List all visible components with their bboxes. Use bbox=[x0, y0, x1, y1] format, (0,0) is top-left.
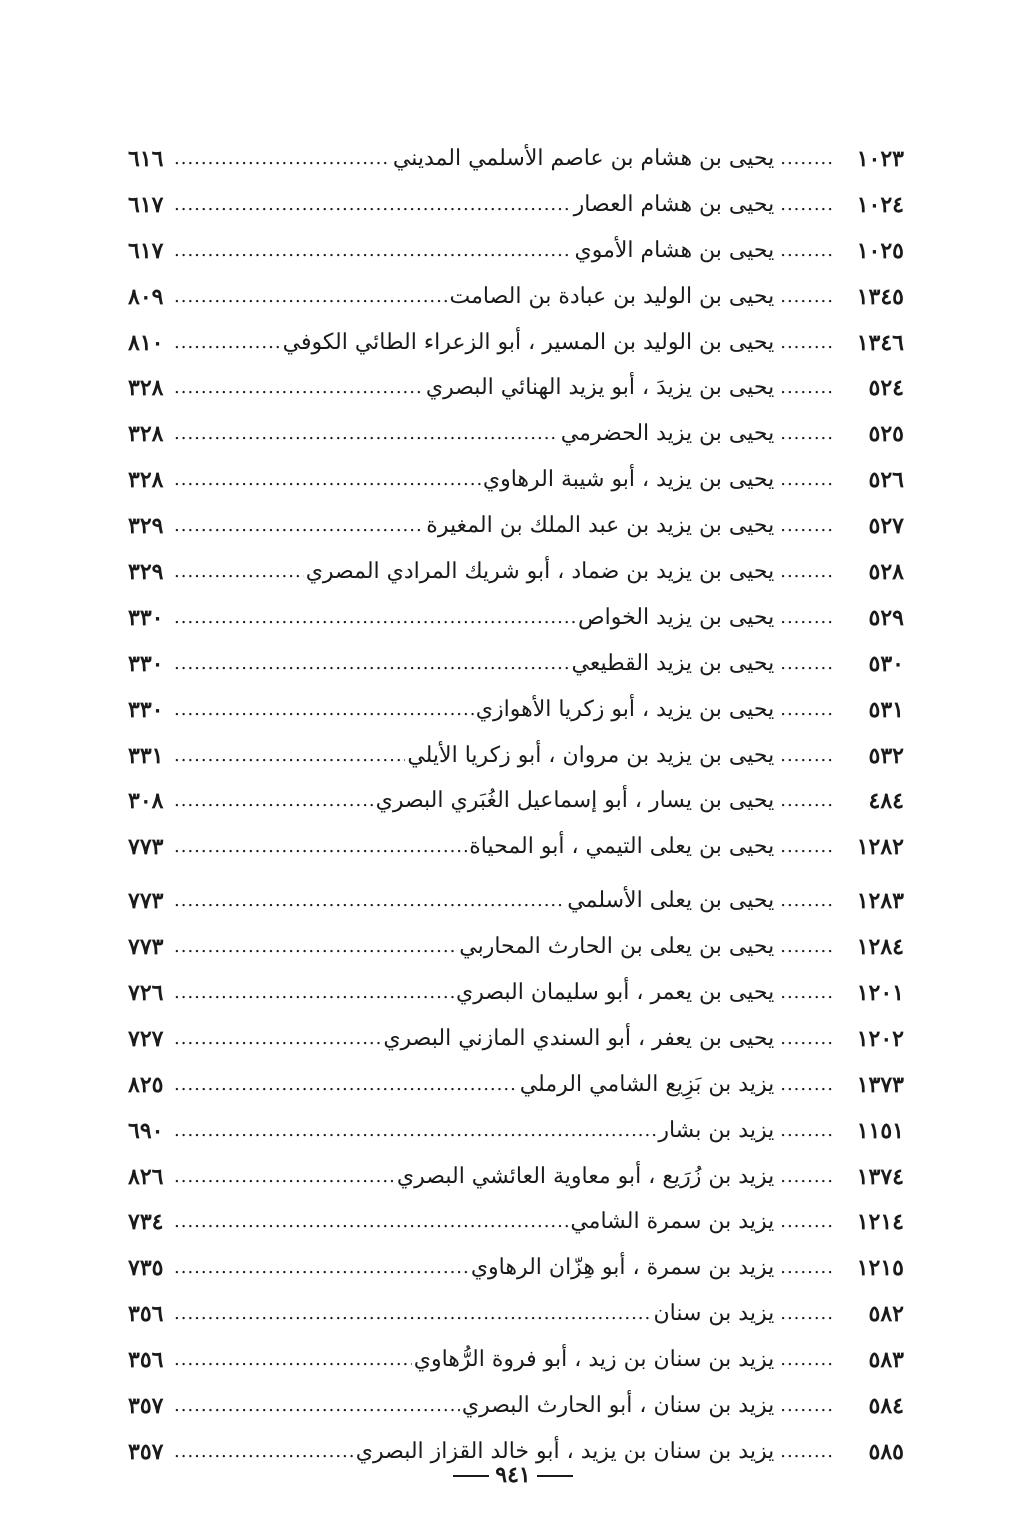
index-entry bbox=[128, 595, 908, 641]
dot-leader bbox=[174, 655, 570, 673]
leader-dots: ........ bbox=[780, 790, 834, 812]
entry-name: يحيى بن يزيد الحضرمي bbox=[560, 421, 775, 447]
entry-number: ٥٣٢ bbox=[868, 742, 904, 769]
entry-number: ٥٨٥ bbox=[868, 1438, 904, 1465]
entry-name: يحيى بن يزيد ، أبو زكريا الأهوازي bbox=[475, 696, 775, 722]
leader-dots: ........ bbox=[780, 469, 834, 491]
dot-leader bbox=[174, 1397, 460, 1415]
index-entry bbox=[128, 411, 908, 457]
index-entry bbox=[128, 1337, 908, 1383]
entry-name: يحيى بن يزيد بن عبد الملك بن المغيرة bbox=[426, 513, 775, 539]
dot-leader bbox=[174, 334, 281, 352]
dot-leader bbox=[174, 1351, 412, 1369]
index-entry bbox=[128, 687, 908, 733]
index-entry bbox=[128, 641, 908, 687]
page-reference: ٦١٦ bbox=[128, 145, 164, 172]
page-reference: ٣٥٦ bbox=[128, 1347, 164, 1374]
entry-name: يزيد بن سنان بن يزيد ، أبو خالد القزاز البصري bbox=[355, 1438, 775, 1464]
entry-name: يحيى بن هشام الأموي bbox=[574, 237, 775, 263]
entry-name: يزيد بن سنان ، أبو الحارث البصري bbox=[461, 1392, 775, 1418]
leader-dots: ........ bbox=[780, 1303, 834, 1325]
entry-number: ١٠٢٤ bbox=[856, 191, 904, 218]
page-reference: ٦٩٠ bbox=[128, 1117, 164, 1144]
leader-dots: ........ bbox=[780, 1211, 834, 1233]
page-reference: ٣٢٨ bbox=[128, 421, 164, 448]
entry-name: يزيد بن سنان bbox=[653, 1301, 775, 1327]
leader-dots: ........ bbox=[780, 1440, 834, 1462]
dot-leader bbox=[174, 288, 448, 306]
leader-dots: ........ bbox=[780, 1073, 834, 1095]
leader-dots: ........ bbox=[780, 147, 834, 169]
page-reference: ٣٣٠ bbox=[128, 650, 164, 677]
page-footer bbox=[0, 1462, 1026, 1488]
entry-number: ٥٨٤ bbox=[868, 1392, 904, 1419]
index-entry bbox=[128, 457, 908, 503]
leader-dots: ........ bbox=[780, 652, 834, 674]
leader-dots: ........ bbox=[780, 1257, 834, 1279]
page-reference: ٧٢٦ bbox=[128, 979, 164, 1006]
dot-leader bbox=[174, 196, 572, 214]
page-reference: ٨٠٩ bbox=[128, 283, 164, 310]
entry-name: يحيى بن الوليد بن المسير ، أبو الزعراء الطائي الكوفي bbox=[282, 329, 775, 355]
entry-name: يحيى بن يعفر ، أبو السندي المازني البصري bbox=[383, 1025, 775, 1051]
index-entry bbox=[128, 274, 908, 320]
entry-number: ٥٨٣ bbox=[868, 1347, 904, 1374]
index-entry bbox=[128, 1154, 908, 1200]
leader-dots: ........ bbox=[780, 285, 834, 307]
entry-number: ٥٨٢ bbox=[868, 1301, 904, 1328]
dot-leader bbox=[174, 1030, 381, 1048]
entry-number: ٥٢٧ bbox=[868, 513, 904, 540]
page-reference: ٣٢٨ bbox=[128, 467, 164, 494]
entry-number: ٥٢٨ bbox=[868, 558, 904, 585]
leader-dots: ........ bbox=[780, 239, 834, 261]
index-entry bbox=[128, 549, 908, 595]
page-reference: ٣٥٧ bbox=[128, 1392, 164, 1419]
index-entry bbox=[128, 1016, 908, 1062]
dot-leader bbox=[174, 701, 474, 719]
page-reference: ٧٣٥ bbox=[128, 1255, 164, 1282]
entry-number: ٥٢٩ bbox=[868, 604, 904, 631]
page-reference: ٦١٧ bbox=[128, 237, 164, 264]
dot-leader bbox=[174, 1305, 651, 1323]
entry-number: ١٢٠٢ bbox=[856, 1025, 904, 1052]
dot-leader bbox=[174, 1076, 518, 1094]
entry-name: يحيى بن يعمر ، أبو سليمان البصري bbox=[455, 979, 775, 1005]
entry-number: ١٠٢٥ bbox=[856, 237, 904, 264]
entry-name: يزيد بن بَزِيع الشامي الرملي bbox=[519, 1071, 775, 1097]
leader-dots: ........ bbox=[780, 1394, 834, 1416]
dot-leader bbox=[174, 471, 481, 489]
dot-leader bbox=[174, 517, 424, 535]
entry-name: يزيد بن سنان بن زيد ، أبو فروة الرُّهاوي bbox=[413, 1347, 775, 1373]
leader-dots: ........ bbox=[780, 744, 834, 766]
leader-dots: ........ bbox=[780, 1349, 834, 1371]
index-entry bbox=[128, 136, 908, 182]
entry-number: ١٢٨٣ bbox=[856, 888, 904, 915]
entry-number: ٥٣١ bbox=[868, 696, 904, 723]
entry-name: يزيد بن بشار bbox=[658, 1117, 775, 1143]
leader-dots: ........ bbox=[780, 698, 834, 720]
leader-dots: ........ bbox=[780, 1165, 834, 1187]
leader-dots: ........ bbox=[780, 836, 834, 858]
entry-name: يزيد بن سمرة الشامي bbox=[570, 1209, 775, 1235]
dot-leader bbox=[174, 379, 424, 397]
entry-name: يحيى بن هشام العصار bbox=[573, 191, 775, 217]
page-reference: ٨٢٦ bbox=[128, 1163, 164, 1190]
page-number: ٩٤١ bbox=[495, 1462, 531, 1488]
dot-leader bbox=[174, 892, 565, 910]
leader-dots: ........ bbox=[780, 193, 834, 215]
leader-dots: ........ bbox=[780, 890, 834, 912]
entry-name: يحيى بن يعلى التيمي ، أبو المحياة bbox=[469, 834, 775, 860]
page-reference: ٣٥٧ bbox=[128, 1438, 164, 1465]
dot-leader bbox=[174, 242, 572, 260]
leader-dots: ........ bbox=[780, 515, 834, 537]
page-reference: ٣٢٩ bbox=[128, 558, 164, 585]
entry-name: يحيى بن يسار ، أبو إسماعيل الغُبَري البصري bbox=[375, 788, 775, 814]
entry-number: ١١٥١ bbox=[856, 1117, 904, 1144]
page-reference: ٣٠٨ bbox=[128, 788, 164, 815]
dot-leader bbox=[174, 1443, 354, 1461]
dot-leader bbox=[174, 150, 391, 168]
dot-leader bbox=[174, 1168, 395, 1186]
entry-number: ٥٢٤ bbox=[868, 375, 904, 402]
leader-dots: ........ bbox=[780, 1119, 834, 1141]
dot-leader bbox=[174, 838, 467, 856]
dot-leader bbox=[174, 984, 454, 1002]
leader-dots: ........ bbox=[780, 1027, 834, 1049]
entry-name: يحيى بن يزيد بن ضماد ، أبو شريك المرادي المصري bbox=[305, 558, 775, 584]
index-entry bbox=[128, 1062, 908, 1108]
page-reference: ٣٣٠ bbox=[128, 696, 164, 723]
index-entry bbox=[128, 924, 908, 970]
entry-number: ١٠٢٣ bbox=[856, 145, 904, 172]
index-list bbox=[128, 136, 908, 1475]
dot-leader bbox=[174, 747, 405, 765]
entry-name: يحيى بن يزيد بن مروان ، أبو زكريا الأيلي bbox=[407, 742, 775, 768]
leader-dots: ........ bbox=[780, 936, 834, 958]
page-reference: ٣٣١ bbox=[128, 742, 164, 769]
entry-name: يزيد بن زُرَيع ، أبو معاوية العائشي البصري bbox=[396, 1163, 775, 1189]
leader-dots: ........ bbox=[780, 377, 834, 399]
leader-dots: ........ bbox=[780, 560, 834, 582]
entry-number: ١٣٤٦ bbox=[856, 329, 904, 356]
entry-name: يحيى بن يعلى بن الحارث المحاربي bbox=[459, 934, 775, 960]
dot-leader bbox=[174, 1122, 656, 1140]
leader-dots: ........ bbox=[780, 423, 834, 445]
dot-leader bbox=[174, 938, 457, 956]
page-reference: ٧٣٤ bbox=[128, 1209, 164, 1236]
index-entry bbox=[128, 1291, 908, 1337]
dot-leader bbox=[174, 563, 304, 581]
index-entry bbox=[128, 970, 908, 1016]
entry-name: يحيى بن يزيد ، أبو شيبة الرهاوي bbox=[482, 467, 775, 493]
page-reference: ٧٧٣ bbox=[128, 934, 164, 961]
dot-leader bbox=[174, 1259, 469, 1277]
page-reference: ٦١٧ bbox=[128, 191, 164, 218]
entry-number: ١٣٧٤ bbox=[856, 1163, 904, 1190]
page-reference: ٧٧٣ bbox=[128, 834, 164, 861]
leader-dots: ........ bbox=[780, 331, 834, 353]
entry-number: ١٢١٥ bbox=[856, 1255, 904, 1282]
page-reference: ٨١٠ bbox=[128, 329, 164, 356]
index-entry bbox=[128, 733, 908, 779]
entry-name: يزيد بن سمرة ، أبو هِزّان الرهاوي bbox=[470, 1255, 775, 1281]
leader-dots: ........ bbox=[780, 606, 834, 628]
index-entry bbox=[128, 1199, 908, 1245]
index-entry bbox=[128, 778, 908, 824]
page-reference: ٧٧٣ bbox=[128, 888, 164, 915]
index-entry bbox=[128, 1245, 908, 1291]
entry-name: يحيى بن هشام بن عاصم الأسلمي المديني bbox=[392, 145, 775, 171]
index-entry bbox=[128, 878, 908, 924]
dot-leader bbox=[174, 792, 374, 810]
entry-number: ٥٢٥ bbox=[868, 421, 904, 448]
entry-number: ١٢٠١ bbox=[856, 979, 904, 1006]
page-reference: ٣٥٦ bbox=[128, 1301, 164, 1328]
entry-number: ٤٨٤ bbox=[868, 788, 904, 815]
page-reference: ٨٢٥ bbox=[128, 1071, 164, 1098]
entry-name: يحيى بن يزيدَ ، أبو يزيد الهنائي البصري bbox=[425, 375, 775, 401]
page-reference: ٣٢٨ bbox=[128, 375, 164, 402]
entry-number: ١٢١٤ bbox=[856, 1209, 904, 1236]
index-entry bbox=[128, 1383, 908, 1429]
page-reference: ٣٢٩ bbox=[128, 513, 164, 540]
entry-number: ١٣٤٥ bbox=[856, 283, 904, 310]
page-reference: ٣٣٠ bbox=[128, 604, 164, 631]
index-entry bbox=[128, 228, 908, 274]
footer-dash bbox=[453, 1475, 489, 1477]
entry-name: يحيى بن يعلى الأسلمي bbox=[567, 888, 775, 914]
index-entry bbox=[128, 182, 908, 228]
entry-number: ١٢٨٤ bbox=[856, 934, 904, 961]
index-entry bbox=[128, 503, 908, 549]
entry-number: ٥٣٠ bbox=[868, 650, 904, 677]
index-entry bbox=[128, 320, 908, 366]
page-reference: ٧٢٧ bbox=[128, 1025, 164, 1052]
entry-name: يحيى بن الوليد بن عبادة بن الصامت bbox=[449, 283, 775, 309]
dot-leader bbox=[174, 609, 576, 627]
index-entry bbox=[128, 824, 908, 870]
dot-leader bbox=[174, 425, 559, 443]
entry-number: ١٣٧٣ bbox=[856, 1071, 904, 1098]
index-entry bbox=[128, 1108, 908, 1154]
index-entry bbox=[128, 365, 908, 411]
entry-name: يحيى بن يزيد القطيعي bbox=[571, 650, 775, 676]
dot-leader bbox=[174, 1213, 568, 1231]
entry-number: ٥٢٦ bbox=[868, 467, 904, 494]
footer-dash bbox=[537, 1475, 573, 1477]
leader-dots: ........ bbox=[780, 981, 834, 1003]
entry-number: ١٢٨٢ bbox=[856, 834, 904, 861]
entry-name: يحيى بن يزيد الخواص bbox=[578, 604, 775, 630]
